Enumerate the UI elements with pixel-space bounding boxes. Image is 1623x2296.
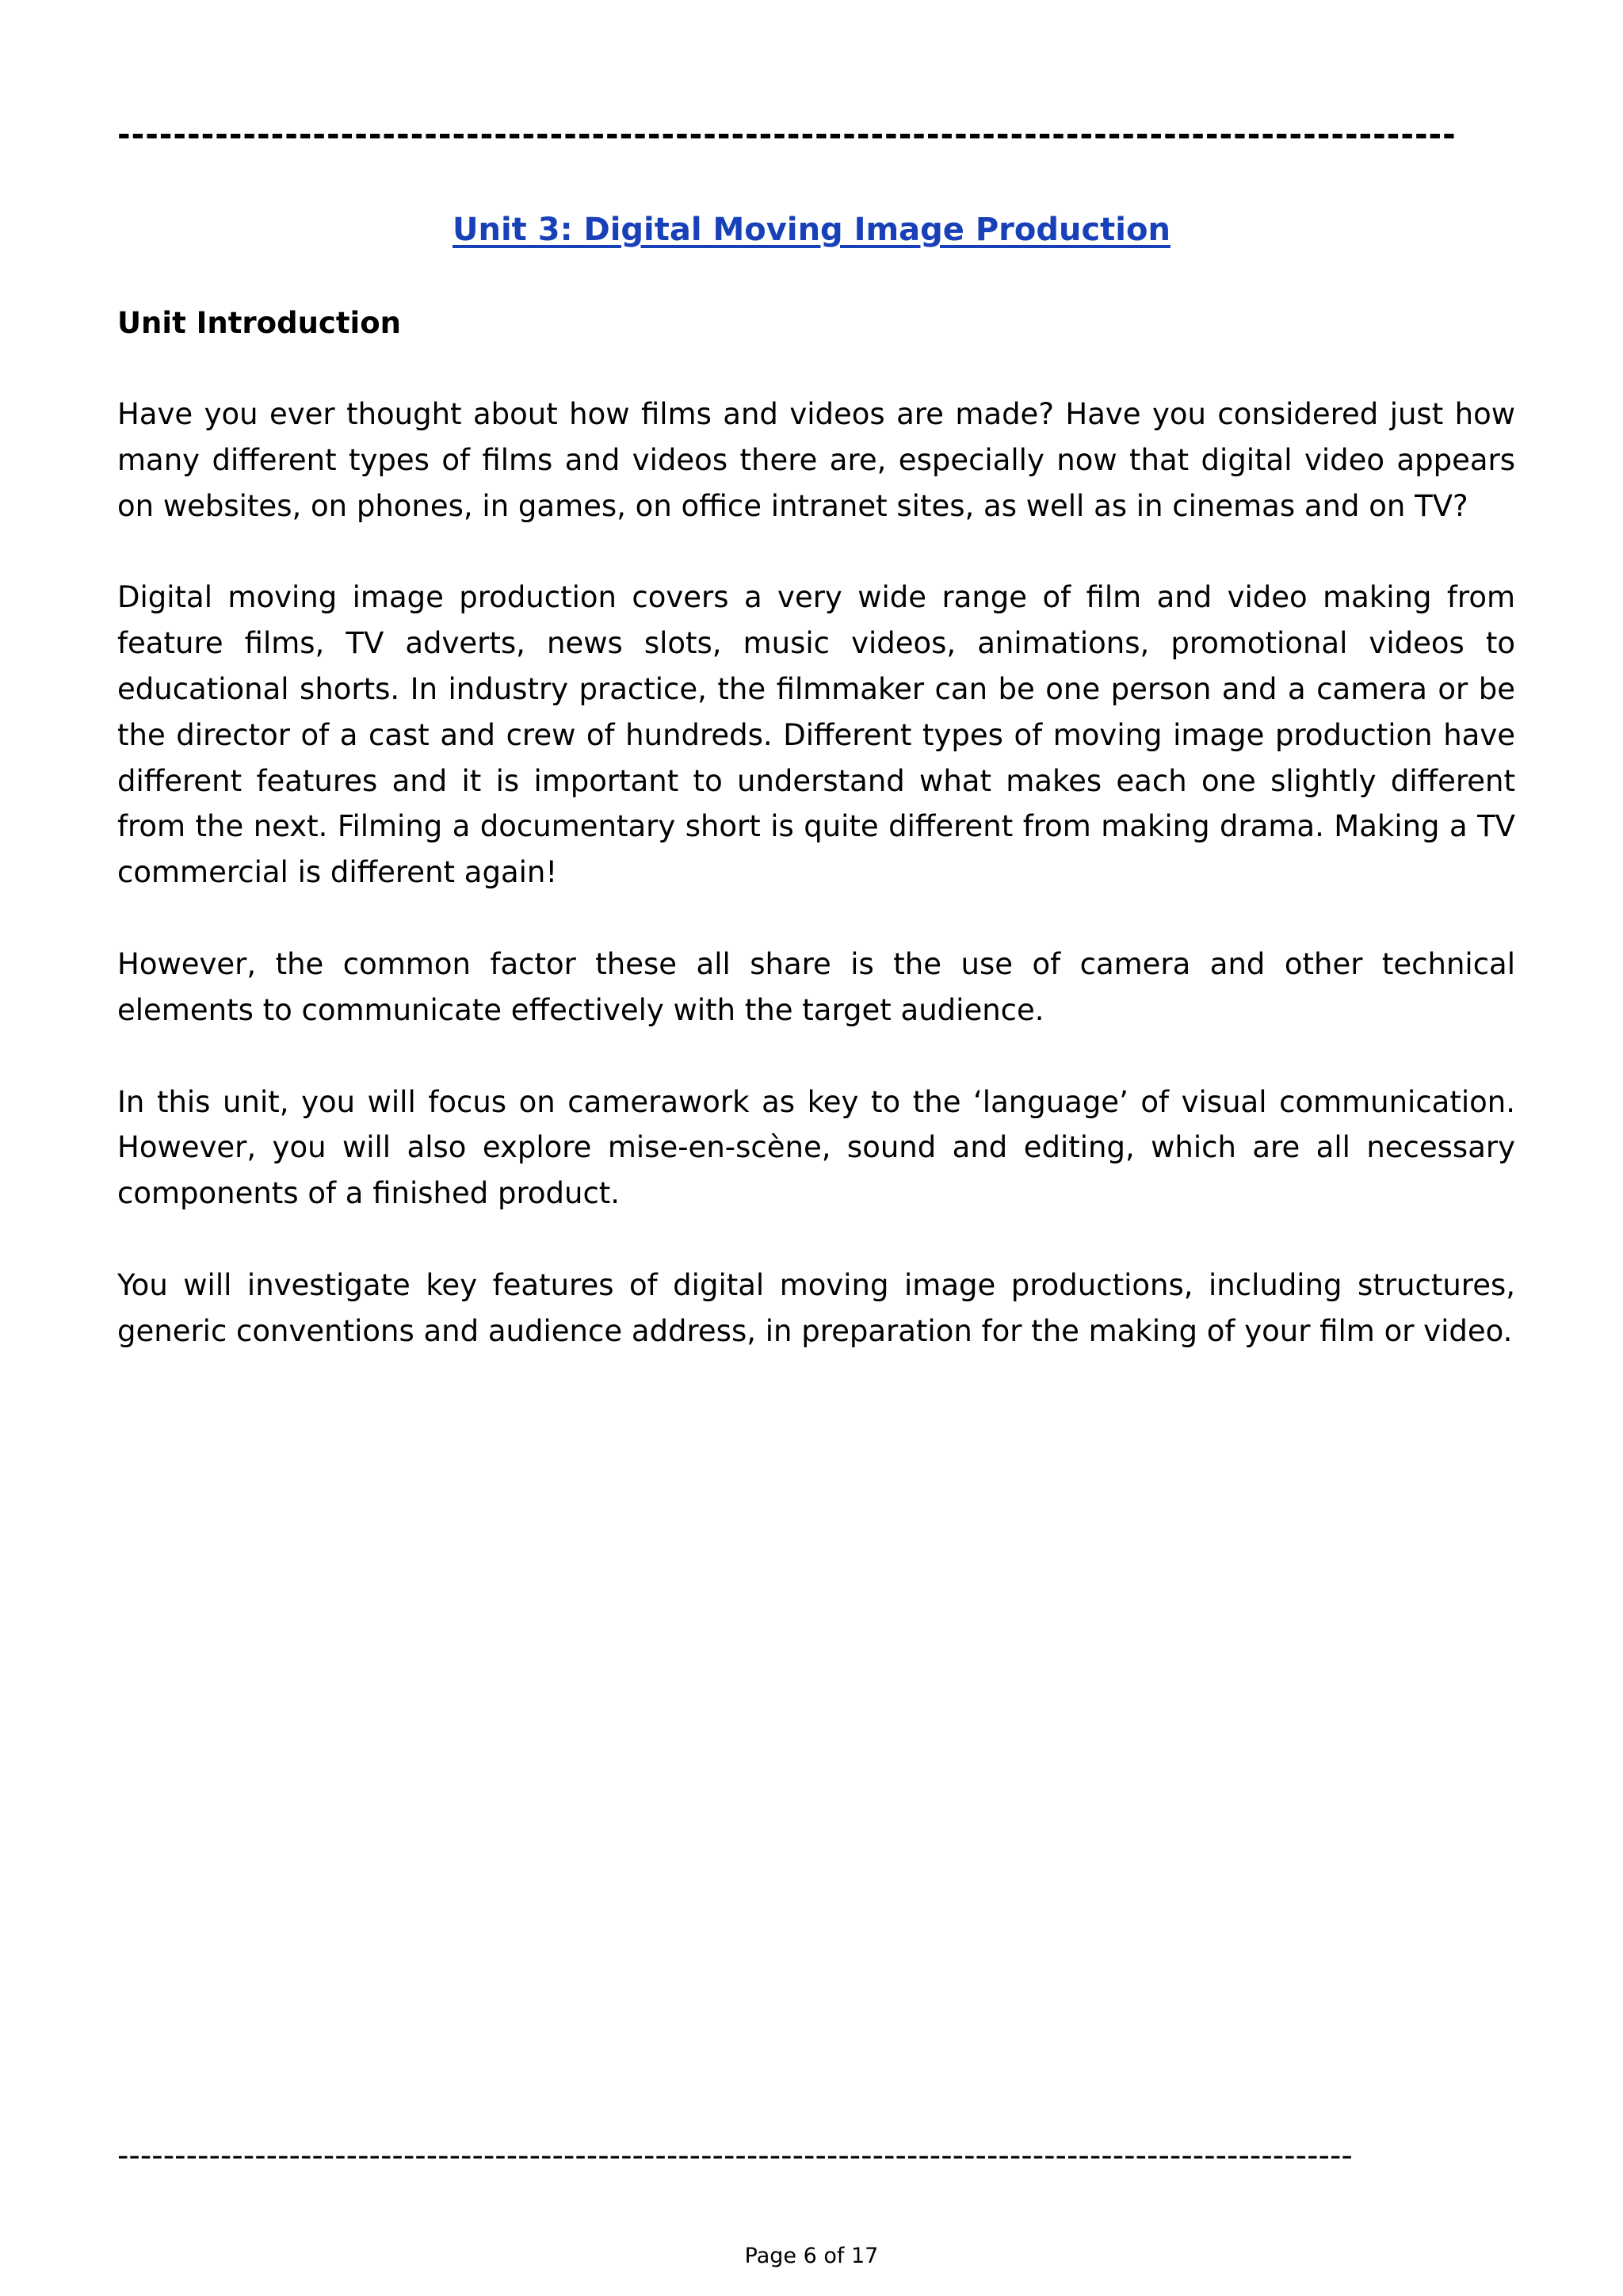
page-number: Page 6 of 17	[744, 2244, 879, 2268]
top-dashed-rule: ------------------------------------------------------------------------------------------------	[117, 119, 1457, 151]
paragraph-1: Have you ever thought about how films and videos are made? Have you considered just how many different types of films and videos there are, especially now that digital video appears on websites, on phones, in games, on office intranet sites, as well as in cinemas and on TV?	[117, 397, 1515, 523]
section-heading: Unit Introduction	[117, 306, 401, 340]
document-body	[117, 301, 1515, 1354]
bottom-dashed-rule: ------------------------------------------------------------------------------------------------------------	[117, 2140, 1353, 2172]
paragraph-3: However, the common factor these all share is the use of camera and other technical elements to communicate effectively with the target audience.	[117, 946, 1515, 1027]
paragraph-2: Digital moving image production covers a very wide range of film and video making from feature films, TV adverts, news slots, music videos, animations, promotional videos to educational shorts. In industry practice, the filmmaker can be one person and a camera or be the director of a cast and crew of hundreds. Different types of moving image production have different features and it is important to understand what makes each one slightly different from the next. Filming a documentary short is quite different from making drama. Making a TV commercial is different again!	[117, 580, 1515, 890]
paragraph-4: In this unit, you will focus on camerawork as key to the ‘language’ of visual communication. However, you will also explore mise-en-scène, sound and editing, which are all necessary components of a finished product.	[117, 1084, 1515, 1211]
paragraph-5: You will investigate key features of digital moving image productions, including structures, generic conventions and audience address, in preparation for the making of your film or video.	[117, 1267, 1515, 1348]
unit-title[interactable]: Unit 3: Digital Moving Image Production	[453, 212, 1170, 248]
